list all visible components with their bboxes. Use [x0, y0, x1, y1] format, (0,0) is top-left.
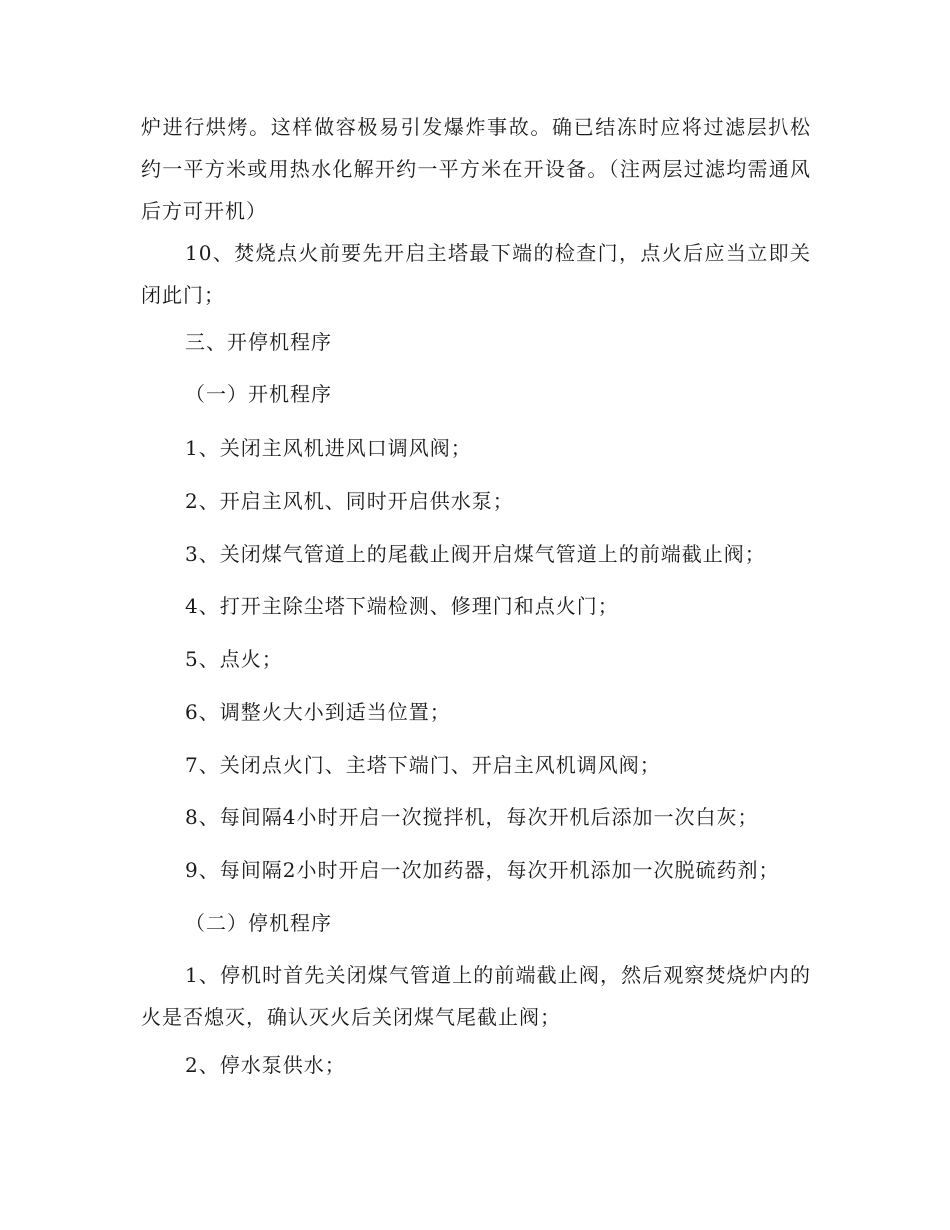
list-item: 1、停机时首先关闭煤气管道上的前端截止阀，然后观察焚烧炉内的火是否熄灭，确认灭火后关闭煤气尾截止阀； [141, 963, 811, 1029]
list-item: 6、调整火大小到适当位置； [185, 700, 451, 724]
list-item: 5、点火； [185, 647, 283, 671]
subsection-heading-startup: （一）开机程序 [185, 382, 332, 406]
paragraph-1: 炉进行烘烤。这样做容极易引发爆炸事故。确已结冻时应将过滤层扒松约一平方米或用热水化解开约一平方米在开设备。（注两层过滤均需通风后方可开机） [141, 115, 811, 223]
list-item: 7、关闭点火门、主塔下端门、开启主风机调风阀； [185, 753, 661, 777]
subsection-heading-shutdown: （二）停机程序 [185, 911, 332, 935]
list-item: 3、关闭煤气管道上的尾截止阀开启煤气管道上的前端截止阀； [185, 542, 766, 566]
paragraph-2: 10、焚烧点火前要先开启主塔最下端的检查门，点火后应当立即关闭此门； [141, 241, 811, 307]
list-item: 1、关闭主风机进风口调风阀； [185, 436, 472, 460]
list-item: 2、开启主风机、同时开启供水泵； [185, 489, 514, 513]
list-item: 2、停水泵供水； [185, 1053, 346, 1077]
list-item: 4、打开主除尘塔下端检测、修理门和点火门； [185, 594, 619, 618]
list-item: 8、每间隔4小时开启一次搅拌机，每次开机后添加一次白灰； [185, 805, 759, 829]
list-item: 9、每间隔2小时开启一次加药器，每次开机添加一次脱硫药剂； [185, 858, 780, 882]
section-heading: 三、开停机程序 [185, 330, 332, 354]
